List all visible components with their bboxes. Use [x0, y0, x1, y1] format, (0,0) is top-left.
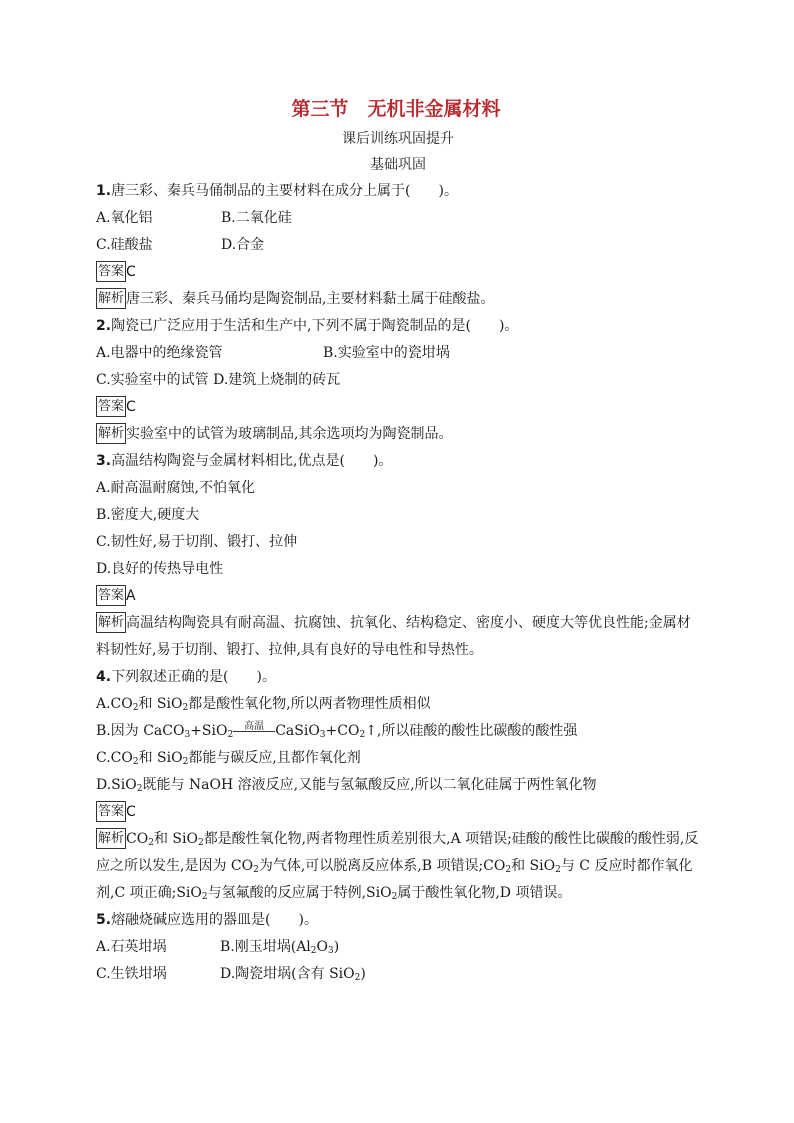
section-heading: 基础巩固	[370, 157, 426, 173]
option-c: C.生铁坩埚	[96, 966, 167, 982]
question-5-options-row-2	[96, 961, 700, 988]
page-subtitle: 课后训练巩固提升	[342, 131, 454, 147]
question-3-analysis	[96, 610, 700, 637]
question-3-stem	[96, 448, 700, 475]
option-a: A.电器中的绝缘瓷管	[96, 345, 223, 361]
option-c: C.韧性好,易于切削、锻打、拉伸	[96, 534, 298, 550]
question-5-stem	[96, 907, 700, 934]
analysis-text: 唐三彩、秦兵马俑均是陶瓷制品,主要材料黏土属于硅酸盐。	[126, 291, 495, 307]
question-text: 熔融烧碱应选用的器皿是( )。	[111, 912, 318, 928]
worksheet-page	[96, 96, 700, 988]
question-1-stem	[96, 178, 700, 205]
question-1-answer	[96, 259, 700, 286]
question-text: 陶瓷已广泛应用于生活和生产中,下列不属于陶瓷制品的是( )。	[111, 318, 519, 334]
option-a: A.氧化铝	[96, 210, 153, 226]
option-d: D.良好的传热导电性	[96, 561, 224, 577]
answer-tag: 答案	[96, 801, 126, 822]
option-c: $C.CO_2$和 SiO$_2$都能与碳反应,且都作氧化剂	[96, 750, 361, 767]
question-1-options-row-1	[96, 205, 700, 232]
question-4-analysis: 解析 $CO_2$和 SiO$_2$都是酸性氧化物,两者物理性质差别很大,A 项错误;硅酸的酸性比碳酸的酸性弱,反	[96, 826, 700, 853]
question-2-options-row-2	[96, 367, 700, 394]
analysis-tag: 解析	[96, 423, 126, 444]
question-1-options-row-2	[96, 232, 700, 259]
option-b: B.二氧化硅	[221, 210, 292, 226]
option-d: D.合金	[221, 237, 265, 253]
analysis-text: 实验室中的试管为玻璃制品,其余选项均为陶瓷制品。	[126, 426, 453, 442]
analysis-text: 高温结构陶瓷具有耐高温、抗腐蚀、抗氧化、结构稳定、密度小、硬度大等优良性能;金属材	[126, 615, 691, 631]
option-c: C.硅酸盐	[96, 237, 153, 253]
question-4-answer	[96, 799, 700, 826]
option-b: B.因为 CaCO$_3$+SiO$_2$ 高温 $CaSiO_3+CO_2↑$,所以硅酸的酸性比碳酸的酸性强	[96, 721, 578, 740]
question-text: 唐三彩、秦兵马俑制品的主要材料在成分上属于( )。	[111, 183, 458, 199]
question-number: 4.	[96, 669, 112, 685]
question-number: 2.	[96, 318, 112, 334]
option-d: D.建筑上烧制的砖瓦	[213, 372, 341, 388]
question-text: 下列叙述正确的是( )。	[111, 669, 276, 685]
reaction-condition: 高温	[233, 724, 275, 738]
question-3-answer	[96, 583, 700, 610]
answer-value: C	[126, 399, 136, 415]
question-2-options-row-1	[96, 340, 700, 367]
option-a: $A.CO_2$和 SiO$_2$都是酸性氧化物,所以两者物理性质相似	[96, 696, 431, 713]
question-number: 5.	[96, 912, 112, 928]
question-2-answer	[96, 394, 700, 421]
option-b: B.刚玉坩埚$(Al_2O_3)$	[220, 939, 340, 956]
question-number: 1.	[96, 183, 112, 199]
option-a: A.耐高温耐腐蚀,不怕氧化	[96, 480, 256, 496]
answer-value: C	[126, 804, 136, 820]
page-title: 第三节 无机非金属材料	[291, 98, 501, 120]
question-number: 3.	[96, 453, 112, 469]
question-3-analysis-cont: 料韧性好,易于切削、锻打、拉伸,具有良好的导电性和导热性。	[96, 642, 483, 658]
question-4-analysis-cont-1: 应之所以发生,是因为 $CO_2$为气体,可以脱离反应体系,B 项错误$;CO_2$和 SiO$_2$与 C 反应时都作氧化	[96, 858, 693, 875]
option-d: D.SiO$_2$既能与 NaOH 溶液反应,又能与氢氟酸反应,所以二氧化硅属于两性氧化物	[96, 777, 597, 794]
question-text: 高温结构陶瓷与金属材料相比,优点是( )。	[111, 453, 393, 469]
question-4-stem	[96, 664, 700, 691]
option-d: D.陶瓷坩埚(含有 SiO$_2$)	[220, 966, 366, 983]
question-1-analysis	[96, 286, 700, 313]
option-b: B.密度大,硬度大	[96, 507, 200, 523]
answer-tag: 答案	[96, 396, 126, 417]
answer-tag: 答案	[96, 261, 126, 282]
question-4-analysis-cont-2: 剂,C 项正确;SiO$_2$与氢氟酸的反应属于特例,SiO$_2$属于酸性氧化物,D 项错误。	[96, 885, 572, 902]
question-2-stem	[96, 313, 700, 340]
question-2-analysis	[96, 421, 700, 448]
option-c: C.实验室中的试管	[96, 372, 209, 388]
answer-value: C	[126, 264, 136, 280]
option-a: A.石英坩埚	[96, 939, 167, 955]
option-b: B.实验室中的瓷坩埚	[323, 345, 450, 361]
answer-tag: 答案	[96, 585, 126, 606]
analysis-tag: 解析	[96, 828, 126, 849]
answer-value: A	[126, 588, 136, 604]
analysis-tag: 解析	[96, 288, 126, 309]
analysis-tag: 解析	[96, 612, 126, 633]
question-5-options-row-1	[96, 934, 700, 961]
